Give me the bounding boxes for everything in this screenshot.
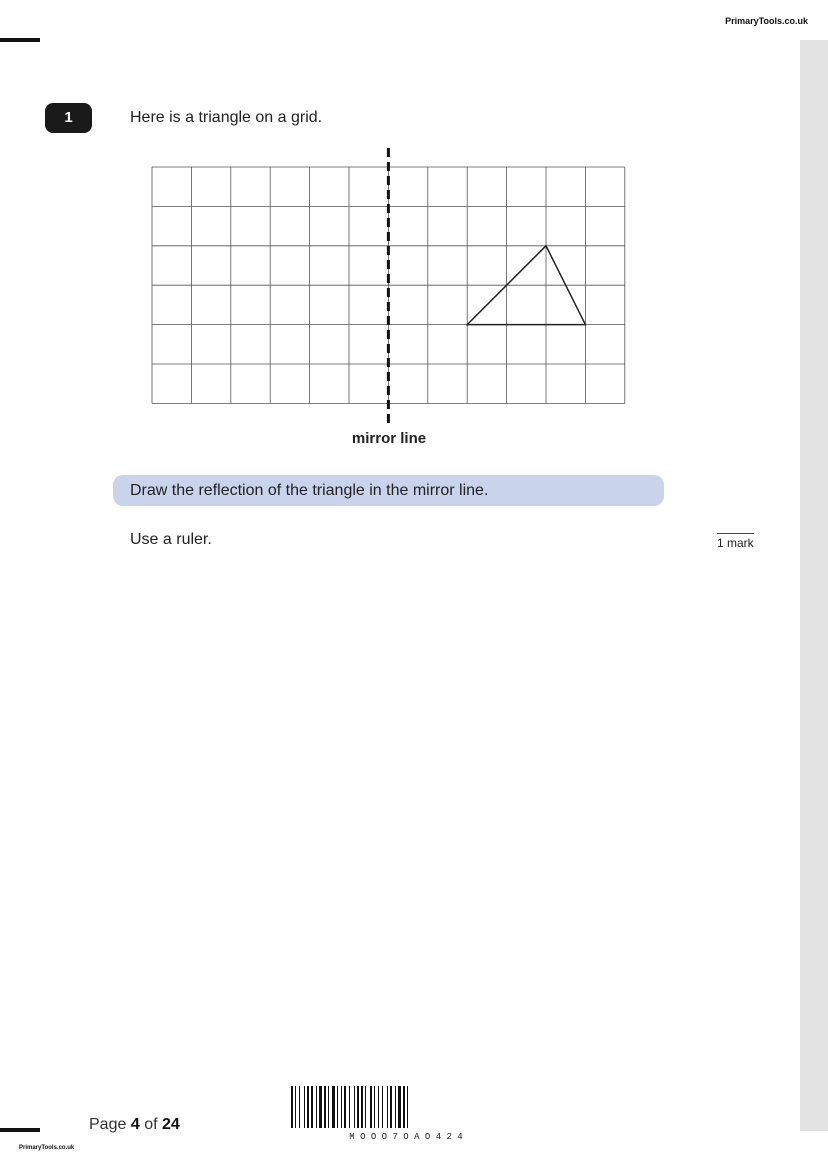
barcode-bar (354, 1086, 355, 1128)
barcode-bar (349, 1086, 350, 1128)
barcode-bar (319, 1086, 322, 1128)
corner-mark-top (0, 38, 40, 42)
barcode-bar (328, 1086, 329, 1128)
barcode-bar (398, 1086, 401, 1128)
barcode-bar (361, 1086, 363, 1128)
barcode-bar (370, 1086, 372, 1128)
barcode-bars (291, 1086, 408, 1128)
page-number (89, 1116, 180, 1134)
barcode-bar (395, 1086, 396, 1128)
barcode-bar (337, 1086, 338, 1128)
mirror-line-label: mirror line (351, 430, 427, 447)
page-word: Page (89, 1116, 127, 1133)
barcode-bar (341, 1086, 342, 1128)
barcode-bar (295, 1086, 296, 1128)
question-number-badge: 1 (45, 103, 92, 133)
page-of: of (144, 1116, 158, 1133)
barcode-bar (382, 1086, 383, 1128)
barcode-bar (344, 1086, 346, 1128)
barcode-bar (407, 1086, 408, 1128)
grid-figure (150, 146, 630, 426)
barcode-bar (291, 1086, 293, 1128)
page-current: 4 (130, 1116, 140, 1133)
barcode-bar (390, 1086, 392, 1128)
barcode-bar (304, 1086, 305, 1128)
grey-margin-bar (800, 40, 828, 1131)
barcode (289, 1086, 519, 1142)
barcode-bar (299, 1086, 300, 1128)
site-label-top: PrimaryTools.co.uk (725, 16, 808, 26)
ruler-note: Use a ruler. (130, 531, 212, 548)
barcode-bar (324, 1086, 326, 1128)
barcode-bar (332, 1086, 335, 1128)
mark-label: 1 mark (717, 533, 754, 550)
question-prompt: Here is a triangle on a grid. (130, 109, 323, 126)
instruction-box: Draw the reflection of the triangle in the mirror line. (113, 475, 664, 506)
page-total: 24 (161, 1116, 180, 1133)
barcode-bar (357, 1086, 359, 1128)
barcode-bar (403, 1086, 405, 1128)
barcode-bar (378, 1086, 379, 1128)
barcode-text: M O O O 7 O A O 4 2 4 (349, 1132, 463, 1142)
barcode-bar (374, 1086, 375, 1128)
barcode-bar (387, 1086, 388, 1128)
site-label-bottom: PrimaryTools.co.uk (19, 1145, 75, 1151)
barcode-bar (311, 1086, 313, 1128)
barcode-bar (307, 1086, 309, 1128)
corner-mark-bottom (0, 1128, 40, 1132)
barcode-bar (316, 1086, 317, 1128)
barcode-bar (365, 1086, 366, 1128)
grid (152, 167, 625, 403)
